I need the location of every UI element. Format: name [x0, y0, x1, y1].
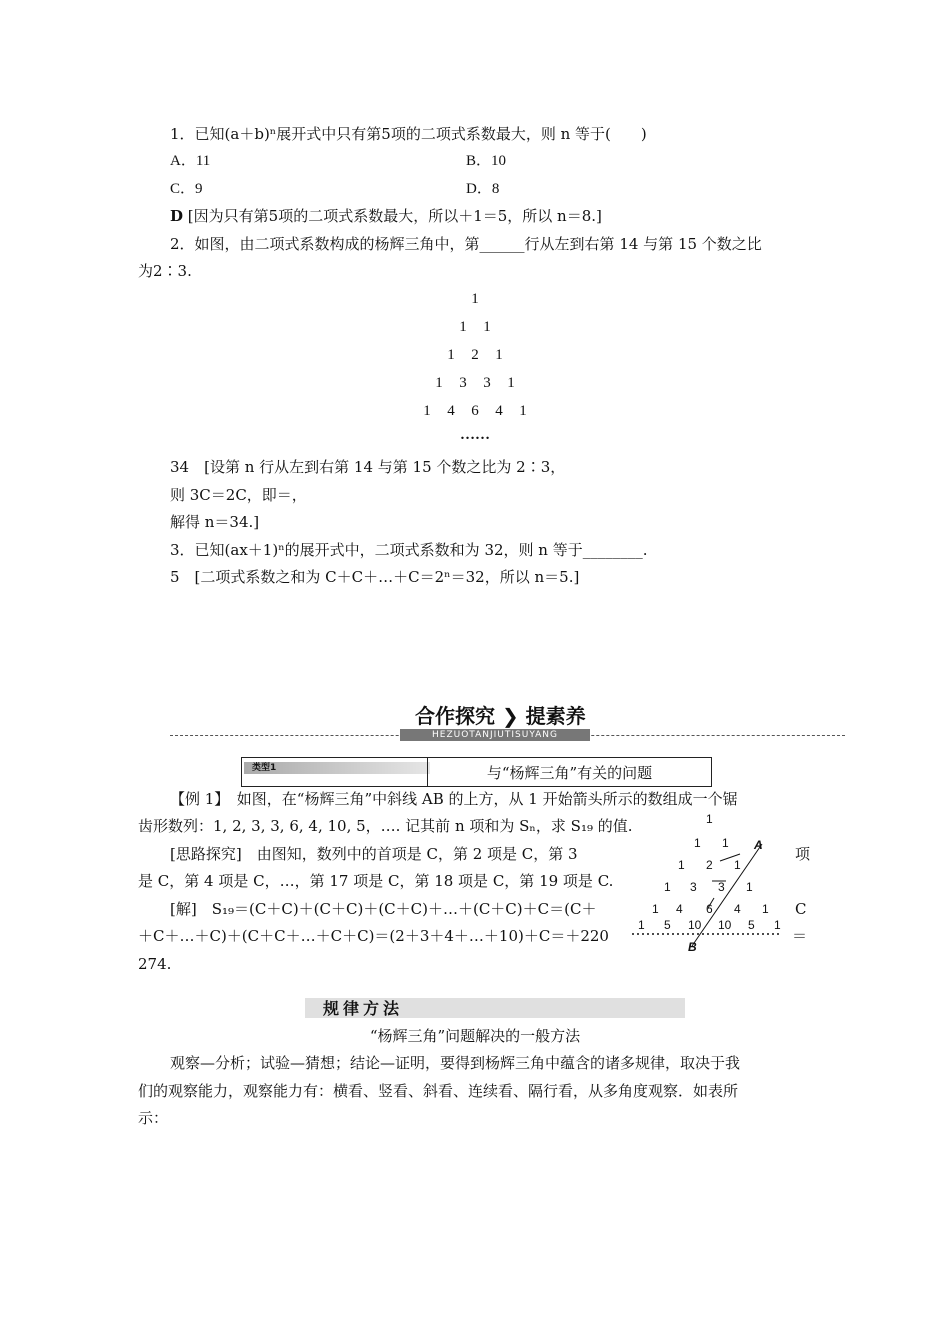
- method-tag: 规律方法: [323, 999, 404, 1018]
- figure-label-a: A: [754, 838, 763, 852]
- figure-cell: 10: [718, 918, 732, 932]
- figure-cell: 1: [706, 812, 713, 826]
- figure-cell: 1: [774, 918, 781, 932]
- section-banner-pinyin: HEZUOTANJIUTISUYANG: [400, 729, 590, 741]
- example-line7: 274.: [138, 955, 172, 973]
- triangle-cell: 1: [435, 375, 443, 391]
- method-header: [305, 998, 685, 1018]
- figure-cell: 4: [676, 902, 683, 916]
- figure-cell: 1: [694, 836, 701, 850]
- section-banner-title: 合作探究 ❯ 提素养: [415, 704, 586, 728]
- figure-cell: 1: [638, 918, 645, 932]
- q2-solution-line2: 则 3C＝2C，即＝，: [170, 486, 307, 504]
- type-header-box: [241, 757, 712, 787]
- example-line1: 【例 1】 如图，在“杨辉三角”中斜线 AB 的上方，从 1 开始箭头所示的数组成一个锯: [170, 790, 738, 808]
- example-line4: 是 C，第 4 项是 C，…，第 17 项是 C，第 18 项是 C，第 19 项是 C.: [138, 872, 614, 890]
- method-paragraph-line1: 观察—分析；试验—猜想；结论—证明，要得到杨辉三角中蕴含的诸多规律，取决于我: [170, 1054, 741, 1072]
- triangle-row-2: [0, 319, 950, 336]
- q1-option-b: B．10: [466, 153, 507, 169]
- triangle-cell: 1: [519, 403, 527, 419]
- triangle-cell: 1: [483, 319, 491, 335]
- q1-option-c: C．9: [170, 181, 203, 197]
- method-title: “杨辉三角”问题解决的一般方法: [369, 1027, 581, 1045]
- triangle-row-1: [0, 291, 950, 308]
- figure-cell: 5: [664, 918, 671, 932]
- figure-cell: 1: [678, 858, 685, 872]
- q3-stem: 3．已知(ax＋1)ⁿ的展开式中，二项式系数和为 32，则 n 等于________.: [170, 541, 648, 559]
- triangle-cell: 3: [459, 375, 467, 391]
- figure-cell: 1: [746, 880, 753, 894]
- triangle-row-5: [0, 403, 950, 420]
- q3-solution: 5 [二项式系数之和为 C＋C＋…＋C＝2ⁿ＝32，所以 n＝5.]: [170, 568, 580, 586]
- figure-cell: 2: [706, 858, 713, 872]
- triangle-row-4: [0, 375, 950, 392]
- triangle-ellipsis: ……: [460, 427, 490, 443]
- q2-solution-line1: 34 [设第 n 行从左到右第 14 与第 15 个数之比为 2∶3，: [170, 458, 566, 476]
- method-paragraph-line3: 示：: [138, 1109, 169, 1127]
- figure-cell: 6: [706, 902, 713, 916]
- example-line3-end: 项: [795, 845, 811, 863]
- triangle-cell: 6: [471, 403, 479, 419]
- triangle-cell: 4: [447, 403, 455, 419]
- figure-cell: 1: [762, 902, 769, 916]
- triangle-cell: 2: [471, 347, 479, 363]
- figure-cell: 5: [748, 918, 755, 932]
- figure-label-b: B: [688, 940, 697, 954]
- figure-cell: 10: [688, 918, 702, 932]
- triangle-row-3: [0, 347, 950, 364]
- figure-cell: 3: [690, 880, 697, 894]
- q1-stem: 1．已知(a＋b)ⁿ展开式中只有第5项的二项式系数最大，则 n 等于( ): [170, 125, 647, 143]
- figure-cell: 1: [722, 836, 729, 850]
- example-line2: 齿形数列：1, 2, 3, 3, 6, 4, 10, 5，…. 记其前 n 项和为 Sₙ，求 S₁₉ 的值.: [138, 817, 633, 835]
- figure-cell: 1: [652, 902, 659, 916]
- triangle-cell: 1: [471, 291, 479, 307]
- triangle-cell: 1: [495, 347, 503, 363]
- figure-cell: 4: [734, 902, 741, 916]
- example-line6: ＋C＋…＋C)＋(C＋C＋…＋C＋C)＝(2＋3＋4＋…＋10)＋C＝＋220: [138, 927, 609, 945]
- triangle-cell: 4: [495, 403, 503, 419]
- figure-cell: 3: [718, 880, 725, 894]
- triangle-cell: 1: [459, 319, 467, 335]
- figure-cell: 1: [664, 880, 671, 894]
- type-title: 与“杨辉三角”有关的问题: [486, 764, 653, 782]
- figure-cell: 1: [734, 858, 741, 872]
- triangle-cell: 1: [507, 375, 515, 391]
- method-paragraph-line2: 们的观察能力，观察能力有：横看、竖看、斜看、连续看、隔行看，从多角度观察．如表所: [138, 1082, 739, 1100]
- example-line5-end: C: [795, 900, 807, 918]
- q1-option-d: D．8: [466, 181, 500, 197]
- triangle-cell: 3: [483, 375, 491, 391]
- example-line6-end: ＝: [792, 927, 808, 945]
- q2-stem-line2: 为2∶3.: [138, 262, 192, 280]
- example-line5: [解] S₁₉＝(C＋C)＋(C＋C)＋(C＋C)＋…＋(C＋C)＋C＝(C＋: [170, 900, 597, 918]
- triangle-cell: 1: [423, 403, 431, 419]
- triangle-cell: 1: [447, 347, 455, 363]
- q1-solution: [170, 206, 602, 226]
- q1-answer-text: [因为只有第5项的二项式系数最大，所以＋1＝5，所以 n＝8.]: [187, 207, 602, 225]
- example-line3: [思路探究] 由图知，数列中的首项是 C，第 2 项是 C，第 3: [170, 845, 578, 863]
- q2-stem-line1: 2．如图，由二项式系数构成的杨辉三角中，第______行从左到右第 14 与第 15 个数之比: [170, 235, 762, 253]
- q1-option-a: A．11: [170, 153, 211, 169]
- q2-solution-line3: 解得 n＝34.]: [170, 513, 260, 531]
- q1-answer-letter: D: [170, 207, 184, 225]
- type-tag: 类型1: [244, 762, 430, 774]
- example-figure: [632, 806, 812, 956]
